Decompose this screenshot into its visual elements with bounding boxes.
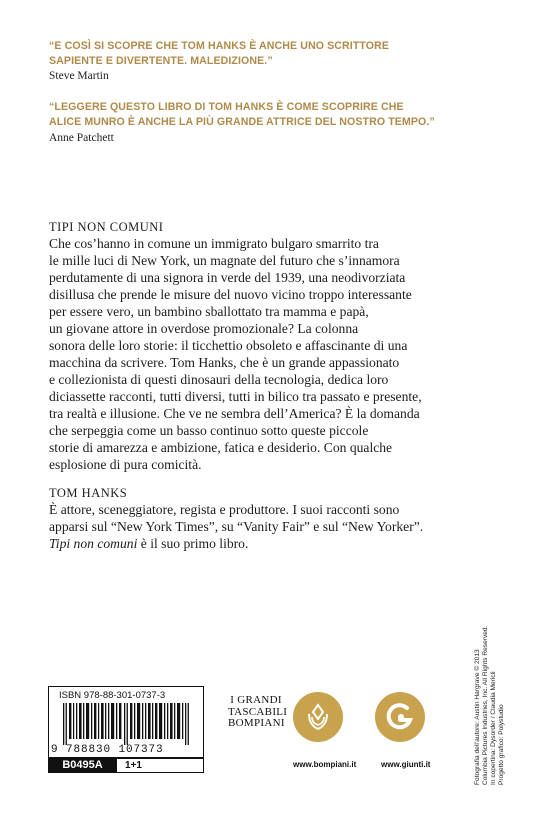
- synopsis-line: tra realtà e illusione. Che ve ne sembra dell’America? È la domanda: [49, 406, 420, 421]
- book-title-italic: Tipi non comuni: [49, 536, 138, 551]
- barcode-box: [48, 686, 204, 758]
- synopsis-line: sonora delle loro storie: il ticchettio obsoleto e affascinante di una: [49, 338, 408, 353]
- synopsis-line: le mille luci di New York, un magnate del futuro che s’innamora: [49, 253, 400, 268]
- author-heading: TOM HANKS: [49, 486, 128, 500]
- series-line: TASCABILI: [228, 705, 288, 718]
- synopsis-line: e collezionista di questi dinosauri della tecnologia, dedica loro: [49, 372, 389, 387]
- synopsis-line: un giovane attore in overdose promozionale? La colonna: [49, 321, 359, 336]
- price-code: 1+1: [117, 758, 204, 773]
- credit-line: Columbia Pictures Industries, Inc. All Rights Reserved.: [482, 625, 489, 785]
- quote-1-author: Steve Martin: [49, 70, 109, 82]
- quote-1-line-2: SAPIENTE E DIVERTENTE. MALEDIZIONE.”: [49, 55, 273, 67]
- barcode-icon: [63, 703, 191, 745]
- quote-1-line-1: “E COSÌ SI SCOPRE CHE TOM HANKS È ANCHE UNO SCRITTORE: [49, 40, 390, 52]
- barcode-digits: 9 788830 107373: [51, 744, 164, 756]
- author-bio-line: apparsi sul “New York Times”, su “Vanity Fair” e sul “New Yorker”.: [49, 519, 424, 534]
- bompiani-url[interactable]: www.bompiani.it: [293, 760, 357, 769]
- isbn-text: ISBN 978-88-301-0737-3: [59, 690, 166, 701]
- synopsis-line: che serpeggia come un basso continuo sotto queste piccole: [49, 423, 369, 438]
- author-bio-line: È attore, sceneggiatore, regista e produttore. I suoi racconti sono: [49, 502, 400, 517]
- synopsis-line: storie di amarezza e ambizione, fatica e desiderio. Con qualche: [49, 440, 393, 455]
- bompiani-logo-icon: [293, 692, 343, 742]
- quote-2-author: Anne Patchett: [49, 132, 114, 144]
- quote-2-line-2: ALICE MUNRO È ANCHE LA PIÙ GRANDE ATTRICE DEL NOSTRO TEMPO.”: [49, 116, 435, 128]
- author-bio-line-rest: è il suo primo libro.: [137, 536, 249, 551]
- series-line: I GRANDI: [230, 694, 282, 706]
- credit-line: In copertina: Dysorder / Claudia Mericli: [490, 671, 497, 785]
- giunti-logo-icon: [375, 692, 425, 742]
- synopsis-line: esplosione di pura comicità.: [49, 457, 202, 472]
- credit-line: Progetto grafico: Polystudio: [498, 704, 505, 785]
- synopsis-line: perdutamente di una signora in verde del 1939, una neodivorziata: [49, 270, 406, 285]
- synopsis-line: per essere vero, un bambino sballottato tra mamma e papà,: [49, 304, 369, 319]
- synopsis-line: Che cos’hanno in comune un immigrato bulgaro smarrito tra: [49, 236, 379, 251]
- product-code: B0495A: [48, 758, 117, 773]
- series-line: BOMPIANI: [228, 717, 285, 729]
- synopsis-line: diciassette racconti, tutti diversi, tutti in bilico tra passato e presente,: [49, 389, 422, 404]
- synopsis-heading: TIPI NON COMUNI: [49, 220, 164, 234]
- series-logo: [228, 694, 288, 730]
- quote-2-line-1: “LEGGERE QUESTO LIBRO DI TOM HANKS È COME SCOPRIRE CHE: [49, 101, 404, 113]
- photo-credits: [474, 626, 506, 785]
- synopsis-line: macchina da scrivere. Tom Hanks, che è un grande appassionato: [49, 355, 400, 370]
- synopsis-line: disillusa che prende le misure del nuovo vicino troppo interessante: [49, 287, 412, 302]
- credit-line: Fotografia dell’autore: Austin Hargrave © 2013: [474, 649, 481, 785]
- author-bio-line: [49, 535, 248, 552]
- giunti-url[interactable]: www.giunti.it: [381, 760, 431, 769]
